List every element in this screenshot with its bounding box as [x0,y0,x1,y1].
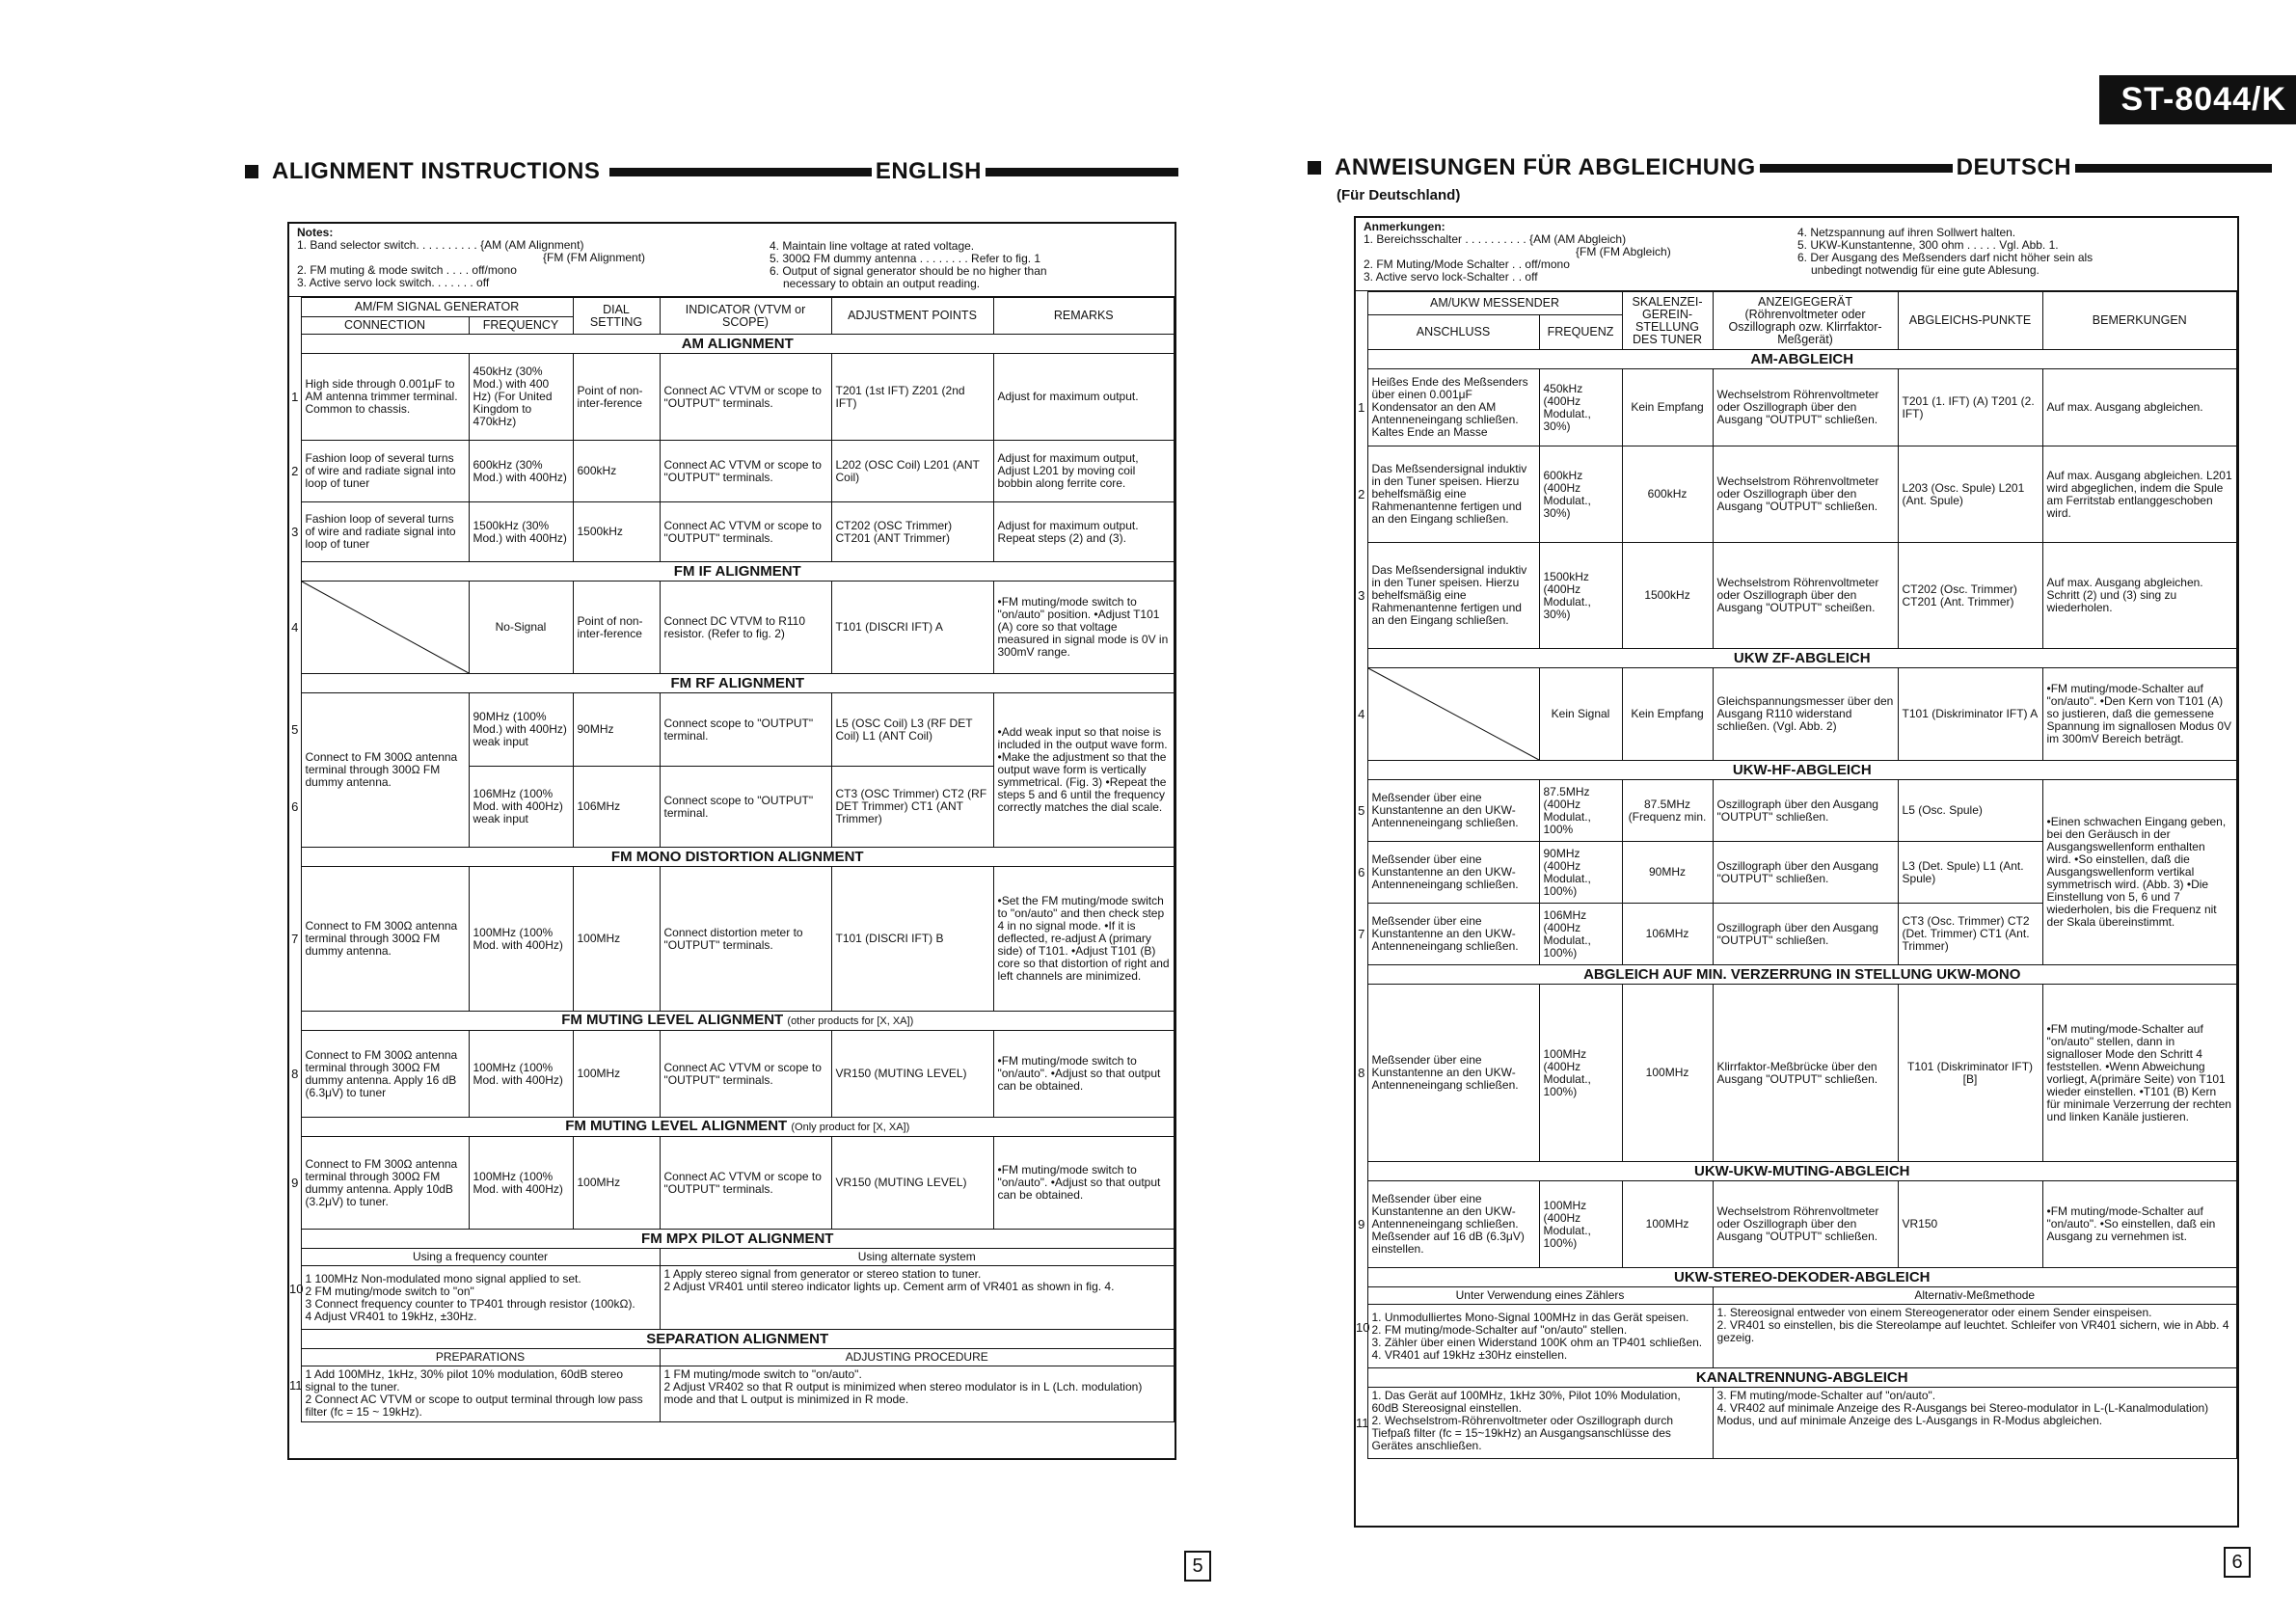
kanal-step-1: 1. Das Gerät auf 100MHz, 1kHz 30%, Pilot 10% Modulation, 60dB Stereosignal einstellen. [1371,1389,1681,1415]
cell-adjustment: L3 (Det. Spule) L1 (Ant. Spule) [1898,842,2042,904]
row-number: 6 [289,767,301,848]
cell-dial: 106MHz [573,767,660,848]
section-zf: UKW ZF-ABGLEICH [1367,649,2237,668]
note-5: 5. UKW-Kunstantenne, 300 ohm . . . . . Vgl. Abb. 1. [1797,238,2059,252]
stereo-alt-step-2: 2. VR401 so einstellen, bis die Stereolampe auf leuchtet. Schleifer von VR401 sichern, wie in Abb. 4 gezeig. [1716,1318,2229,1344]
abgleich-frame [1354,216,2239,1528]
stereo-header-counter: Unter Verwendung eines Zählers [1367,1287,1713,1305]
header-frequency: FREQUENZ [1539,315,1622,350]
cell-remarks: •FM muting/mode-Schalter auf "on/auto" stellen, dann in signalloser Mode den Schritt 4 feststellen. •Wenn Abweichung vorliegt, A(primäre Seite) von T101 wieder einstellen. •T101 (B) Kern für minimale Verzerrung der rechten und linken Kanäle justieren. [2042,985,2236,1162]
note-4: 4. Maintain line voltage at rated voltage. [770,239,975,253]
header-remarks: REMARKS [993,298,1175,335]
cell-adjustment: CT3 (Osc. Trimmer) CT2 (Det. Trimmer) CT1 (Ant. Trimmer) [1898,904,2042,965]
cell-dial: 106MHz [1622,904,1713,965]
row-number: 9 [1356,1181,1367,1268]
abgleich-table [1356,291,2237,1459]
cell-frequency: 1500kHz (400Hz Modulat., 30%) [1539,543,1622,649]
deutsch-heading [1308,154,2272,181]
table-row [1356,1388,2237,1459]
kanal-step-2: 2. Wechselstrom-Röhrenvoltmeter oder Oszillograph durch Tiefpaß filter (fc = 15~19kHz) an Ausgangsanschlüsse des Gerätes anschließen. [1371,1414,1674,1452]
cell-remarks: Adjust for maximum output. [993,354,1175,441]
cell-adjustment: T201 (1st IFT) Z201 (2nd IFT) [831,354,993,441]
cell-connection: Das Meßsendersignal induktiv in den Tuner speisen. Hierzu behelfsmäßig eine Rahmenantenne fertigen und an den Eingang schließen. [1367,543,1539,649]
mpx-header-alternate: Using alternate system [660,1249,1175,1266]
table-row [1356,446,2237,543]
cell-frequency: 100MHz (100% Mod. with 400Hz) [469,867,573,1012]
table-row [1356,985,2237,1162]
note-1: 1. Band selector switch. . . . . . . . . . {AM (AM Alignment) [297,238,584,252]
cell-connection: Fashion loop of several turns of wire and radiate signal into loop of tuner [301,502,469,562]
cell-frequency: 600kHz (400Hz Modulat., 30%) [1539,446,1622,543]
cell-dial: 1500kHz [573,502,660,562]
table-row [289,1266,1175,1330]
cell-adjustment: T201 (1. IFT) (A) T201 (2. IFT) [1898,369,2042,446]
note-1b: {FM (FM Abgleich) [1576,245,1671,258]
table-row [289,354,1175,441]
language-label: DEUTSCH [1956,154,2072,180]
cell-remarks: •FM muting/mode switch to "on/auto" position. •Adjust T101 (A) core so that voltage measured in signal mode is 0V in 300mV range. [993,582,1175,674]
section-muting-1: FM MUTING LEVEL ALIGNMENT [561,1012,784,1028]
cell-remarks: Auf max. Ausgang abgleichen. L201 wird abgeglichen, indem die Spule am Ferritstab entlanggeschoben wird. [2042,446,2236,543]
sep-header-procedure: ADJUSTING PROCEDURE [660,1349,1175,1366]
sep-header-preparations: PREPARATIONS [301,1349,660,1366]
cell-indicator: Connect AC VTVM or scope to "OUTPUT" terminals. [660,354,831,441]
notes-label: Anmerkungen: [1364,220,1445,233]
cell-remarks: •FM muting/mode-Schalter auf "on/auto". •Den Kern von T101 (A) so justieren, daß die gemessene Spannung im signallosen Modus 0V im 300mV Bereich beträgt. [2042,668,2236,761]
empty-connection-cell [301,582,469,674]
section-stereo: UKW-STEREO-DEKODER-ABGLEICH [1367,1268,2237,1287]
cell-frequency: 100MHz (100% Mod. with 400Hz) [469,1137,573,1230]
note-6: 6. Output of signal generator should be no higher than [770,264,1047,278]
cell-indicator: Wechselstrom Röhrenvoltmeter oder Oszillograph über den Ausgang "OUTPUT" schließen. [1713,446,1898,543]
page-subtitle: (Für Deutschland) [1337,187,1461,203]
cell-indicator: Wechselstrom Röhrenvoltmeter oder Oszillograph über den Ausgang "OUTPUT" scheißen. [1713,543,1898,649]
header-remarks: BEMERKUNGEN [2042,292,2236,350]
cell-frequency: 600kHz (30% Mod.) with 400Hz) [469,441,573,502]
cell-adjustment: T101 (Diskriminator IFT) A [1898,668,2042,761]
cell-indicator: Connect AC VTVM or scope to "OUTPUT" terminals. [660,1031,831,1118]
cell-remarks: Auf max. Ausgang abgleichen. Schritt (2) und (3) sing zu wiederholen. [2042,543,2236,649]
header-generator: AM/FM SIGNAL GENERATOR [301,298,573,317]
cell-frequency: 1500kHz (30% Mod.) with 400Hz) [469,502,573,562]
row-number: 5 [1356,780,1367,842]
note-5: 5. 300Ω FM dummy antenna . . . . . . . . Refer to fig. 1 [770,252,1041,265]
cell-adjustment: T101 (DISCRI IFT) B [831,867,993,1012]
diagonal-line-icon [1368,668,1539,760]
cell-frequency: 87.5MHz (400Hz Modulat., 100% [1539,780,1622,842]
cell-frequency: 106MHz (400Hz Modulat., 100%) [1539,904,1622,965]
page-number: 6 [2224,1547,2251,1578]
cell-frequency: Kein Signal [1539,668,1622,761]
sep-step-2: 2 Connect AC VTVM or scope to output terminal through low pass filter (fc = 15 ~ 19kHz). [305,1393,643,1419]
mpx-alt-step-2: 2 Adjust VR401 until stereo indicator lights up. Cement arm of VR401 as shown in fig. 4. [663,1280,1115,1293]
table-row [289,1137,1175,1230]
cell-indicator: Connect DC VTVM to R110 resistor. (Refer to fig. 2) [660,582,831,674]
section-mpx: FM MPX PILOT ALIGNMENT [301,1230,1175,1249]
row-number: 4 [1356,668,1367,761]
cell-connection: Meßsender über eine Kunstantenne an den UKW-Antenneneingang schließen. [1367,780,1539,842]
model-badge: ST-8044/K [2099,75,2296,124]
note-6b: necessary to obtain an output reading. [783,277,981,290]
mpx-step-1: 1 100MHz Non-modulated mono signal applied to set. [305,1271,581,1285]
cell-adjustment: T101 (DISCRI IFT) A [831,582,993,674]
cell-frequency: 90MHz (400Hz Modulat., 100%) [1539,842,1622,904]
cell-indicator: Oszillograph über den Ausgang "OUTPUT" schließen. [1713,904,1898,965]
row-number: 11 [1356,1388,1367,1459]
kanal-step-3: 3. FM muting/mode-Schalter auf "on/auto". [1716,1389,1936,1402]
cell-remarks: Auf max. Ausgang abgleichen. [2042,369,2236,446]
row-number: 1 [289,354,301,441]
cell-indicator: Wechselstrom Röhrenvoltmeter oder Oszillograph über den Ausgang "OUTPUT" schließen. [1713,1181,1898,1268]
note-3: 3. Active servo lock switch. . . . . . . off [297,276,490,289]
section-mono: FM MONO DISTORTION ALIGNMENT [301,848,1175,867]
section-kanal: KANALTRENNUNG-ABGLEICH [1367,1368,2237,1388]
section-am: AM ALIGNMENT [301,335,1175,354]
sep-proc-1: 1 FM muting/mode switch to "on/auto". [663,1367,862,1381]
cell-remarks: •Add weak input so that noise is included in the output wave form. •Make the adjustment so that the output wave form is vertically symmetrical. (Fig. 3) •Repeat the steps 5 and 6 until the frequency correctly matches the dial scale. [993,693,1175,848]
row-number: 10 [289,1249,301,1330]
stereo-step-1: 1. Unmodulliertes Mono-Signal 100MHz in das Gerät speisen. [1371,1310,1689,1324]
row-number: 10 [1356,1287,1367,1368]
table-row [1356,668,2237,761]
notes-block [289,224,1175,297]
cell-indicator: Connect scope to "OUTPUT" terminal. [660,767,831,848]
mpx-alt-step-1: 1 Apply stereo signal from generator or stereo station to tuner. [663,1267,982,1281]
section-separation: SEPARATION ALIGNMENT [301,1330,1175,1349]
section-fm-rf: FM RF ALIGNMENT [301,674,1175,693]
cell-connection: Meßsender über eine Kunstantenne an den UKW-Antenneneingang schließen. [1367,904,1539,965]
row-number: 3 [1356,543,1367,649]
cell-dial: 90MHz [1622,842,1713,904]
heading-rule [609,168,871,176]
cell-dial: 100MHz [573,867,660,1012]
cell-connection: Meßsender über eine Kunstantenne an den UKW-Antenneneingang schließen. [1367,842,1539,904]
language-label: ENGLISH [875,158,982,184]
sep-step-1: 1 Add 100MHz, 1kHz, 30% pilot 10% modulation, 60dB stereo signal to the tuner. [305,1367,624,1393]
cell-indicator: Connect AC VTVM or scope to "OUTPUT" terminals. [660,1137,831,1230]
stereo-step-4: 4. VR401 auf 19kHz ±30Hz einstellen. [1371,1347,1568,1362]
cell-frequency: 450kHz (30% Mod.) with 400 Hz) (For United Kingdom to 470kHz) [469,354,573,441]
cell-dial: 100MHz [1622,985,1713,1162]
row-number: 9 [289,1137,301,1230]
cell-dial: Point of non-inter-ference [573,354,660,441]
cell-frequency: 106MHz (100% Mod. with 400Hz) weak input [469,767,573,848]
header-indicator: ANZEIGEGERÄT (Röhrenvoltmeter oder Oszillograph ozw. Klirrfaktor-Meßgerät) [1713,292,1898,350]
cell-dial: 1500kHz [1622,543,1713,649]
cell-adjustment: L202 (OSC Coil) L201 (ANT Coil) [831,441,993,502]
cell-remarks: •Einen schwachen Eingang geben, bei den Geräusch in der Ausgangswellenform enthalten wird. •So einstellen, daß die Ausgangswellenform vertikal symmetrisch wird. (Abb. 3) •Die Einstellung von 5, 6 und 7 wiederholen, bis die Frequenz nit der Skala übereinstimmt. [2042,780,2236,965]
header-generator: AM/UKW MESSENDER [1367,292,1622,315]
table-row [289,582,1175,674]
mpx-header-counter: Using a frequency counter [301,1249,660,1266]
note-2: 2. FM muting & mode switch . . . . off/mono [297,263,517,277]
section-hf: UKW-HF-ABGLEICH [1367,761,2237,780]
row-number: 6 [1356,842,1367,904]
mpx-step-2: 2 FM muting/mode switch to "on" [305,1284,474,1298]
empty-connection-cell [1367,668,1539,761]
page-deutsch [1148,0,2296,1623]
mpx-step-3: 3 Connect frequency counter to TP401 through resistor (100kΩ). [305,1296,635,1311]
row-number: 7 [1356,904,1367,965]
cell-dial: Kein Empfang [1622,668,1713,761]
section-muting: UKW-UKW-MUTING-ABGLEICH [1367,1162,2237,1181]
page-title: ALIGNMENT INSTRUCTIONS [272,158,601,184]
cell-indicator: Klirrfaktor-Meßbrücke über den Ausgang "OUTPUT" schließen. [1713,985,1898,1162]
cell-indicator: Gleichspannungsmesser über den Ausgang R110 widerstand schließen. (Vgl. Abb. 2) [1713,668,1898,761]
cell-indicator: Oszillograph über den Ausgang "OUTPUT" schließen. [1713,780,1898,842]
table-row [289,502,1175,562]
table-row [1356,369,2237,446]
row-number: 3 [289,502,301,562]
cell-indicator: Connect AC VTVM or scope to "OUTPUT" terminals. [660,502,831,562]
cell-frequency: No-Signal [469,582,573,674]
cell-dial: Kein Empfang [1622,369,1713,446]
header-indicator: INDICATOR (VTVM or SCOPE) [660,298,831,335]
cell-adjustment: VR150 (MUTING LEVEL) [831,1031,993,1118]
cell-adjustment: CT202 (Osc. Trimmer) CT201 (Ant. Trimmer) [1898,543,2042,649]
row-number: 8 [1356,985,1367,1162]
section-mono: ABGLEICH AUF MIN. VERZERRUNG IN STELLUNG UKW-MONO [1367,965,2237,985]
stereo-alt-step-1: 1. Stereosignal entweder von einem Stereogenerator oder einem Sender einspeisen. [1716,1306,2152,1319]
note-3: 3. Active servo lock-Schalter . . off [1364,270,1538,284]
row-number: 11 [289,1349,301,1422]
alignment-frame [287,222,1176,1460]
diagonal-line-icon [302,582,469,673]
cell-indicator: Oszillograph über den Ausgang "OUTPUT" schließen. [1713,842,1898,904]
kanal-step-4: 4. VR402 auf minimale Anzeige des R-Ausgangs bei Stereo-modulator in L-(L-Kanalmodulation) Modus, und auf minimale Anzeige des L-Ausgangs in R-Modus abgleichen. [1716,1401,2209,1427]
bullet-square-icon [1308,161,1321,175]
cell-dial: 600kHz [1622,446,1713,543]
cell-connection: Connect to FM 300Ω antenna terminal through 300Ω FM dummy antenna. [301,693,469,848]
cell-dial: 100MHz [573,1031,660,1118]
row-number: 4 [289,582,301,674]
cell-remarks: •FM muting/mode-Schalter auf "on/auto". •So einstellen, daß ein Ausgang zu vernehmen ist. [2042,1181,2236,1268]
cell-frequency: 100MHz (100% Mod. with 400Hz) [469,1031,573,1118]
row-number: 5 [289,693,301,767]
row-number: 2 [289,441,301,502]
cell-indicator: Connect AC VTVM or scope to "OUTPUT" terminals. [660,441,831,502]
bullet-square-icon [245,165,258,178]
header-dial: SKALENZEI-GEREIN-STELLUNG DES TUNER [1622,292,1713,350]
cell-connection: Meßsender über eine Kunstantenne an den UKW-Antenneneingang schließen. Meßsender auf 16 dB (6.3μV) einstellen. [1367,1181,1539,1268]
cell-connection: Heißes Ende des Meßsenders über einen 0.001μF Kondensator an den AM Antenneneingang schließen. Kaltes Ende an Masse [1367,369,1539,446]
table-row [289,693,1175,767]
cell-dial: 100MHz [573,1137,660,1230]
table-row [1356,1181,2237,1268]
cell-adjustment: T101 (Diskriminator IFT) [B] [1898,985,2042,1162]
header-connection: ANSCHLUSS [1367,315,1539,350]
cell-connection: Meßsender über eine Kunstantenne an den UKW-Antenneneingang schließen. [1367,985,1539,1162]
table-row [289,1031,1175,1118]
notes-label: Notes: [297,226,334,239]
table-row [1356,780,2237,842]
cell-adjustment: L5 (Osc. Spule) [1898,780,2042,842]
cell-remarks: •FM muting/mode switch to "on/auto". •Adjust so that output can be obtained. [993,1137,1175,1230]
cell-dial: Point of non-inter-ference [573,582,660,674]
stereo-header-alternate: Alternativ-Meßmethode [1713,1287,2236,1305]
stereo-step-3: 3. Zähler über einen Widerstand 100K ohm an TP401 schließen. [1371,1335,1703,1349]
cell-adjustment: L203 (Osc. Spule) L201 (Ant. Spule) [1898,446,2042,543]
cell-adjustment: CT202 (OSC Trimmer) CT201 (ANT Trimmer) [831,502,993,562]
header-frequency: FREQUENCY [469,317,573,335]
row-number: 2 [1356,446,1367,543]
notes-block [1356,218,2237,291]
row-number: 8 [289,1031,301,1118]
cell-adjustment: CT3 (OSC Trimmer) CT2 (RF DET Trimmer) CT1 (ANT Trimmer) [831,767,993,848]
cell-remarks: Adjust for maximum output, Adjust L201 by moving coil bobbin along ferrite core. [993,441,1175,502]
cell-dial: 90MHz [573,693,660,767]
cell-dial: 100MHz [1622,1181,1713,1268]
cell-remarks: Adjust for maximum output. Repeat steps (2) and (3). [993,502,1175,562]
cell-connection: Das Meßsendersignal induktiv in den Tuner speisen. Hierzu behelfsmäßig eine Rahmenantenne fertigen und an den Eingang schließen. [1367,446,1539,543]
heading-rule [2075,164,2272,173]
cell-connection: Connect to FM 300Ω antenna terminal through 300Ω FM dummy antenna. Apply 16 dB (6.3μV) to tuner [301,1031,469,1118]
english-heading [245,158,1178,185]
section-muting-2: FM MUTING LEVEL ALIGNMENT [565,1118,788,1134]
section-am: AM-ABGLEICH [1367,350,2237,369]
header-adjustment: ABGLEICHS-PUNKTE [1898,292,2042,350]
note-2: 2. FM Muting/Mode Schalter . . off/mono [1364,257,1570,271]
note-6: 6. Der Ausgang des Meßsenders darf nicht höher sein als [1797,251,2093,264]
cell-indicator: Connect distortion meter to "OUTPUT" terminals. [660,867,831,1012]
cell-adjustment: VR150 [1898,1181,2042,1268]
section-muting-1-note: (other products for [X, XA]) [787,1015,914,1027]
cell-indicator: Wechselstrom Röhrenvoltmeter oder Oszillograph über den Ausgang "OUTPUT" schließen. [1713,369,1898,446]
header-connection: CONNECTION [301,317,469,335]
row-number: 1 [1356,369,1367,446]
table-row [289,1366,1175,1422]
note-1b: {FM (FM Alignment) [543,251,646,264]
section-muting-2-note: (Only product for [X, XA]) [791,1122,910,1133]
cell-frequency: 450kHz (400Hz Modulat., 30%) [1539,369,1622,446]
heading-rule [1760,164,1953,173]
cell-frequency: 90MHz (100% Mod.) with 400Hz) weak input [469,693,573,767]
cell-dial: 87.5MHz (Frequenz min. [1622,780,1713,842]
cell-indicator: Connect scope to "OUTPUT" terminal. [660,693,831,767]
note-1: 1. Bereichsschalter . . . . . . . . . . {AM (AM Abgleich) [1364,232,1627,246]
cell-connection: Connect to FM 300Ω antenna terminal through 300Ω FM dummy antenna. Apply 10dB (3.2μV) to tuner. [301,1137,469,1230]
cell-dial: 600kHz [573,441,660,502]
mpx-step-4: 4 Adjust VR401 to 19kHz, ±30Hz. [305,1309,477,1323]
note-6b: unbedingt notwendig für eine gute Ablesung. [1811,263,2039,277]
cell-adjustment: L5 (OSC Coil) L3 (RF DET Coil) L1 (ANT Coil) [831,693,993,767]
cell-frequency: 100MHz (400Hz Modulat., 100%) [1539,1181,1622,1268]
cell-connection: Connect to FM 300Ω antenna terminal through 300Ω FM dummy antenna. [301,867,469,1012]
cell-remarks: •FM muting/mode switch to "on/auto". •Adjust so that output can be obtained. [993,1031,1175,1118]
header-adjustment: ADJUSTMENT POINTS [831,298,993,335]
table-row [1356,543,2237,649]
cell-connection: Fashion loop of several turns of wire and radiate signal into loop of tuner [301,441,469,502]
section-fm-if: FM IF ALIGNMENT [301,562,1175,582]
stereo-step-2: 2. FM muting/mode-Schalter auf "on/auto" stellen. [1371,1322,1628,1337]
page-title: ANWEISUNGEN FÜR ABGLEICHUNG [1335,154,1756,180]
table-row [1356,1305,2237,1368]
cell-frequency: 100MHz (400Hz Modulat., 100%) [1539,985,1622,1162]
table-row [289,441,1175,502]
cell-remarks: •Set the FM muting/mode switch to "on/auto" and then check step 4 in no signal mode. •If it is deflected, re-adjust A (primary side) of T101. •Adjust T101 (B) core so that distortion of right and left channels are minimized. [993,867,1175,1012]
cell-adjustment: VR150 (MUTING LEVEL) [831,1137,993,1230]
header-dial: DIAL SETTING [573,298,660,335]
cell-connection: High side through 0.001μF to AM antenna trimmer terminal. Common to chassis. [301,354,469,441]
row-number: 7 [289,867,301,1012]
table-row [289,867,1175,1012]
sep-proc-2: 2 Adjust VR402 so that R output is minimized when stereo modulator is in L (Lch. modulation) mode and that L output is minimized in R mode. [663,1380,1143,1406]
alignment-table [289,297,1175,1422]
page-number: 5 [1184,1551,1211,1582]
note-4: 4. Netzspannung auf ihren Sollwert halten. [1797,226,2016,239]
